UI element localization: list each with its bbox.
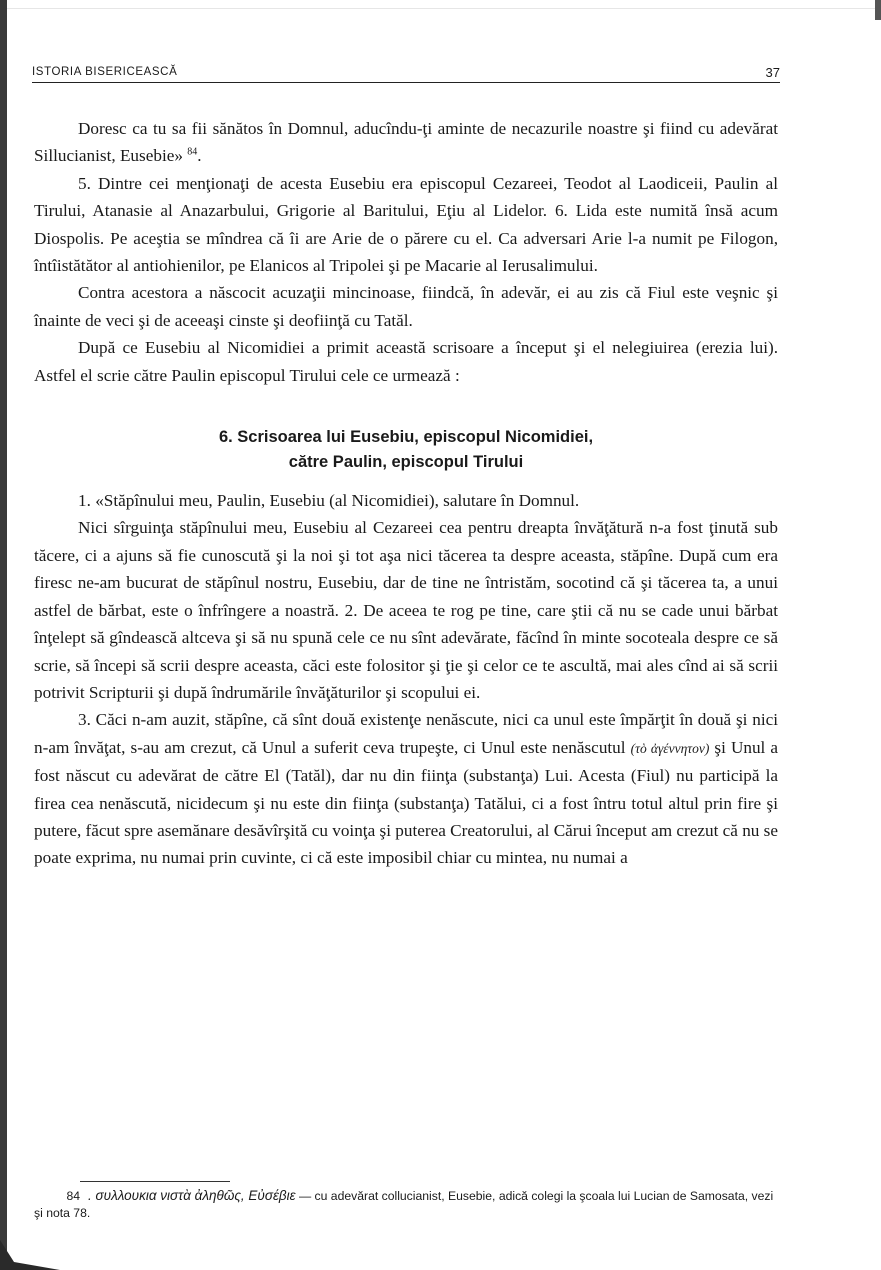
- greek-term: (τὸ ἀγέννητον): [630, 740, 710, 756]
- footnote-reference[interactable]: 84: [187, 146, 198, 158]
- footnote-text: — cu adevărat collucianist, Eusebie, adică colegi la şcoala lui Lucian de Samosata, vezi şi nota 78.: [34, 1189, 774, 1220]
- running-title: ISTORIA BISERICEASCĂ: [32, 66, 178, 78]
- page-top-edge: [0, 0, 881, 9]
- paragraph: 5. Dintre cei menţionaţi de acesta Eusebiu era episcopul Cezareei, Teodot al Laodiceii, Paulin al Tirului, Atanasie al Anazarbului, Grigorie al Baritului, Eţiu al Lidelor. 6. Lida este numită însă acum Diospolis. Pe aceştia se mîndrea că îi are Arie de o părere cu el. Ca adversari Arie l-a numit pe Filogon, întîistătător al antiohienilor, pe Elanicos al Tripolei şi pe Macarie al Ierusalimului.: [34, 173, 778, 276]
- paragraph: Contra acestora a născocit acuzaţii mincinoase, fiindcă, în adevăr, ei au zis că Fiul este veşnic şi înainte de veci şi de aceeaşi cinste şi deofiinţă cu Tatăl.: [34, 283, 778, 330]
- running-header: [32, 66, 780, 83]
- footnote-number: 84: [66, 1189, 80, 1203]
- footnote-divider: [80, 1181, 230, 1182]
- page-corner-shadow: [0, 1240, 60, 1270]
- paragraph-text: 3. Căci n-am auzit, stăpîne, că sînt două existenţe nenăscute, nici ca unul este împărţit în două şi nici n-am învăţat, s-au am crezut, că Unul a suferit ceva trupeşte, ci Unul este nenăscutul: [34, 710, 778, 757]
- paragraph: Nici sîrguinţa stăpînului meu, Eusebiu al Cezareei cea pentru dreapta învăţătură n-a fost ţinută sub tăcere, ci a ajuns să fie cunoscută şi la noi şi tot aşa nici tăcerea ta despre aceasta, stăpîne. După cum era firesc ne-am bucurat de stăpînul nostru, Eusebiu, dar de tine ne întristăm, socotind că şi tăcerea ta, a unui astfel de bărbat, este o înfrîngere a noastră. 2. De aceea te rog pe tine, care ştii că nu se cade unui bărbat înţelept să gîndească altceva şi să nu spună cele ce nu sînt adevărate, făcînd în minte socoteala despre ce să scrie, să începi să scrii despre aceasta, căci este folositor şi ţie şi celor ce te ascultă, mai ales cînd ai să scrii potrivit Scripturii şi după îndrumările învăţăturilor şi scopului ei.: [34, 518, 778, 702]
- section-heading-line: către Paulin, episcopul Tirului: [288, 453, 524, 472]
- paragraph: După ce Eusebiu al Nicomidiei a primit această scrisoare a început şi el nelegiuirea (erezia lui). Astfel el scrie către Paulin episcopul Tirului cele ce urmează :: [34, 338, 778, 385]
- paragraph-text: Doresc ca tu sa fii sănătos în Domnul, aducîndu-ţi aminte de necazurile noastre şi fiind cu adevărat Sillucianist, Eusebie»: [34, 119, 778, 166]
- footnote-greek: . συλλουκια νιστὰ ἀληθῶς, Εὐσέβιε: [88, 1188, 296, 1203]
- page-number: 37: [765, 65, 780, 80]
- footnote: [34, 1187, 778, 1222]
- paragraph-end: .: [197, 146, 202, 166]
- section-heading: [34, 425, 778, 475]
- paragraph: [34, 706, 778, 871]
- section-heading-line: 6. Scrisoarea lui Eusebiu, episcopul Nicomidiei,: [218, 428, 594, 447]
- paragraph: [34, 115, 778, 170]
- page-body: [34, 115, 778, 872]
- page-corner-mark: [875, 0, 881, 20]
- paragraph: 1. «Stăpînului meu, Paulin, Eusebiu (al Nicomidiei), salutare în Domnul.: [78, 491, 580, 511]
- paragraph-text: şi Unul a fost născut cu adevărat de către El (Tatăl), dar nu din fiinţa (substanţa) Lui. Acesta (Fiul) nu participă la firea cea nenăscută, nicidecum şi nu este din fiinţa (substanţa) Tatălui, ci a fost întru totul altul prin fire şi putere, făcut spre asemănare desăvîrşită cu voinţa şi puterea Creatorului, al Cărui început am crezut că nu se poate exprima, nu numai prin cuvinte, ci că este imposibil chiar cu mintea, nu numai a: [34, 737, 779, 868]
- page-binding-edge: [0, 0, 7, 1270]
